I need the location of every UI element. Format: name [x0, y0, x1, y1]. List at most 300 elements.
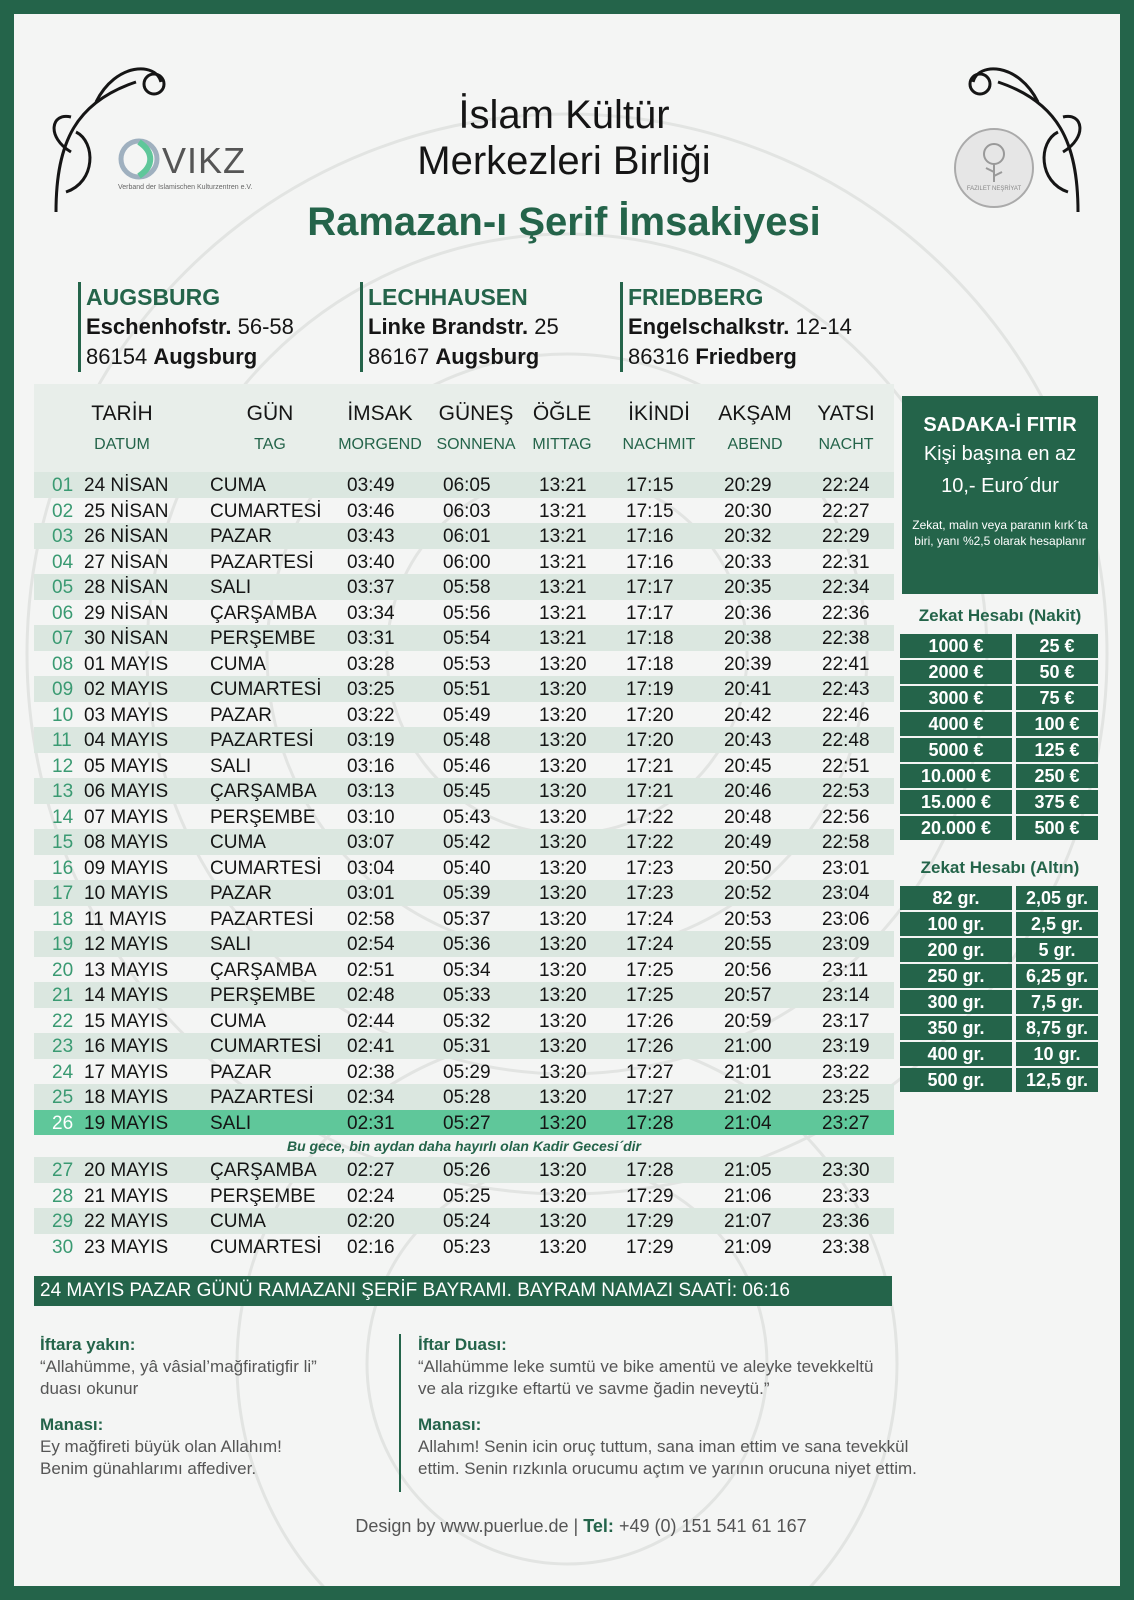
zekat-nakit-table — [900, 634, 1100, 844]
kadir-gecesi-note: Bu gece, bin aydan daha hayırlı olan Kadir Gecesi´dir — [287, 1138, 641, 1154]
row-aksam: 21:01 — [724, 1061, 772, 1083]
zekat-amount: 200 gr. — [900, 938, 1012, 962]
row-gunes: 05:56 — [443, 602, 491, 624]
seal-text: FAZILET NEŞRİYAT — [966, 186, 1022, 192]
row-gunes: 05:39 — [443, 883, 491, 904]
row-aksam: 20:39 — [724, 653, 772, 675]
row-yatsi: 22:38 — [822, 628, 870, 649]
row-number: 21 — [52, 985, 74, 1006]
table-row — [34, 472, 894, 498]
meaning-text-line: Ey mağfireti büyük olan Allahım! — [40, 1437, 282, 1456]
zekat-row — [900, 1068, 1100, 1092]
row-yatsi: 22:43 — [822, 679, 870, 700]
row-aksam: 20:53 — [724, 908, 772, 930]
row-day: CUMARTESİ — [210, 679, 322, 700]
row-gunes: 05:28 — [443, 1087, 491, 1108]
column-header-tr: İKİNDİ — [628, 402, 690, 425]
zekat-row — [900, 634, 1100, 658]
column-header-de: ABEND — [727, 436, 783, 453]
dua-label: İftar Duası: — [418, 1335, 507, 1354]
prayer-times-table — [34, 384, 894, 1259]
row-gunes: 05:36 — [443, 934, 491, 955]
zekat-value: 2,05 gr. — [1016, 886, 1098, 910]
row-date: 23 MAYIS — [84, 1236, 169, 1258]
address-street: Linke Brandstr. — [368, 314, 529, 339]
row-ikindi: 17:21 — [626, 755, 674, 777]
row-gunes: 05:34 — [443, 959, 491, 981]
zekat-value: 2,5 gr. — [1016, 912, 1098, 936]
row-aksam: 20:46 — [724, 781, 772, 802]
row-day: PAZARTESİ — [210, 908, 314, 930]
row-gunes: 05:37 — [443, 908, 491, 930]
row-ogle: 13:20 — [539, 1112, 587, 1134]
vikz-logo-mark — [114, 134, 164, 184]
row-ogle: 13:20 — [539, 985, 587, 1006]
row-gunes: 05:26 — [443, 1160, 491, 1181]
row-yatsi: 23:01 — [822, 857, 870, 879]
column-header — [522, 384, 602, 454]
row-gunes: 05:46 — [443, 755, 491, 777]
column-header — [614, 384, 704, 454]
address-town: Friedberg — [695, 344, 797, 369]
row-yatsi: 23:25 — [822, 1087, 870, 1108]
table-row — [34, 1183, 894, 1209]
row-aksam: 21:07 — [724, 1211, 772, 1232]
table-row — [34, 574, 894, 600]
row-gunes: 05:23 — [443, 1236, 491, 1258]
column-header — [710, 384, 800, 454]
address-street: Engelschalkstr. — [628, 314, 790, 339]
row-ogle: 13:20 — [539, 781, 587, 802]
row-ogle: 13:21 — [539, 628, 587, 649]
table-row — [34, 727, 894, 753]
zekat-value: 12,5 gr. — [1016, 1068, 1098, 1092]
row-imsak: 03:31 — [347, 628, 395, 649]
zekat-amount: 82 gr. — [900, 886, 1012, 910]
zekat-row — [900, 1016, 1100, 1040]
row-imsak: 02:27 — [347, 1160, 395, 1181]
row-date: 22 MAYIS — [84, 1211, 169, 1232]
row-gunes: 05:29 — [443, 1061, 491, 1083]
logo-subtitle: Verband der Islamischen Kulturzentren e.V. — [118, 184, 253, 191]
row-day: PAZARTESİ — [210, 551, 314, 573]
zekat-value: 6,25 gr. — [1016, 964, 1098, 988]
row-ogle: 13:20 — [539, 1236, 587, 1258]
row-imsak: 02:58 — [347, 908, 395, 930]
sadaka-title: SADAKA-İ FITIR — [923, 414, 1077, 436]
row-date: 30 NİSAN — [84, 628, 169, 649]
meaning-text-line: Allahım! Senin icin oruç tuttum, sana iman ettim ve sana tevekkül — [418, 1437, 909, 1456]
row-aksam: 20:32 — [724, 526, 772, 547]
zekat-value: 250 € — [1016, 764, 1098, 788]
row-day: CUMARTESİ — [210, 857, 322, 879]
row-imsak: 02:38 — [347, 1061, 395, 1083]
row-date: 05 MAYIS — [84, 755, 169, 777]
row-number: 26 — [52, 1112, 74, 1134]
row-imsak: 03:40 — [347, 551, 395, 573]
address-street: Eschenhofstr. — [86, 314, 232, 339]
row-date: 17 MAYIS — [84, 1061, 169, 1083]
row-aksam: 20:55 — [724, 934, 772, 955]
row-gunes: 05:24 — [443, 1211, 491, 1232]
row-imsak: 02:44 — [347, 1010, 395, 1032]
row-day: PERŞEMBE — [210, 985, 316, 1006]
row-day: SALI — [210, 934, 252, 955]
sadaka-box — [902, 396, 1098, 594]
row-ikindi: 17:23 — [626, 883, 674, 904]
row-date: 27 NİSAN — [84, 551, 169, 573]
footer-tel-label: Tel: — [583, 1516, 614, 1536]
row-number: 12 — [52, 755, 74, 777]
row-number: 25 — [52, 1087, 74, 1108]
footer-website-link[interactable]: www.puerlue.de — [440, 1516, 569, 1536]
table-row — [34, 1084, 894, 1110]
row-ikindi: 17:18 — [626, 653, 674, 675]
dua-text-line: ve ala rizgıke eftartü ve savme ğadin neveytü.” — [418, 1379, 770, 1398]
row-gunes: 06:01 — [443, 526, 491, 547]
row-date: 28 NİSAN — [84, 577, 169, 598]
row-ogle: 13:21 — [539, 551, 587, 573]
row-ikindi: 17:25 — [626, 959, 674, 981]
row-aksam: 20:35 — [724, 577, 772, 598]
zekat-amount: 300 gr. — [900, 990, 1012, 1014]
row-ogle: 13:21 — [539, 602, 587, 624]
row-ogle: 13:20 — [539, 1185, 587, 1207]
row-gunes: 05:58 — [443, 577, 491, 598]
rose-seal — [954, 128, 1034, 208]
row-date: 08 MAYIS — [84, 832, 169, 853]
page-subtitle: Ramazan-ı Şerif İmsakiyesi — [307, 200, 821, 244]
row-yatsi: 23:33 — [822, 1185, 870, 1207]
row-ikindi: 17:17 — [626, 577, 674, 598]
row-day: PAZAR — [210, 1061, 272, 1083]
address-lechhausen — [360, 282, 628, 372]
column-header-tr: AKŞAM — [718, 402, 792, 425]
table-row — [34, 1008, 894, 1034]
row-aksam: 20:38 — [724, 628, 772, 649]
row-imsak: 02:48 — [347, 985, 395, 1006]
row-date: 16 MAYIS — [84, 1036, 169, 1057]
column-header-tr: ÖĞLE — [532, 402, 592, 425]
row-gunes: 05:53 — [443, 653, 491, 675]
row-aksam: 21:04 — [724, 1112, 772, 1134]
row-date: 13 MAYIS — [84, 959, 169, 981]
zekat-value: 10 gr. — [1016, 1042, 1098, 1066]
zekat-amount: 400 gr. — [900, 1042, 1012, 1066]
row-aksam: 20:49 — [724, 832, 772, 853]
column-header — [426, 384, 526, 454]
row-imsak: 03:28 — [347, 653, 395, 675]
dua-text-line: “Allahümme leke sumtü ve bike amentü ve aleyke tevekkeltü — [418, 1357, 874, 1376]
table-row — [34, 778, 894, 804]
row-gunes: 05:54 — [443, 628, 491, 649]
zekat-amount: 5000 € — [900, 738, 1012, 762]
row-gunes: 05:40 — [443, 857, 491, 879]
row-number: 06 — [52, 602, 74, 624]
row-ogle: 13:20 — [539, 832, 587, 853]
row-ogle: 13:20 — [539, 1160, 587, 1181]
row-day: PERŞEMBE — [210, 628, 316, 649]
zekat-row — [900, 660, 1100, 684]
row-day: PERŞEMBE — [210, 806, 316, 828]
row-imsak: 03:19 — [347, 730, 395, 751]
row-ikindi: 17:29 — [626, 1236, 674, 1258]
row-gunes: 06:05 — [443, 475, 491, 496]
row-gunes: 05:33 — [443, 985, 491, 1006]
row-yatsi: 23:36 — [822, 1211, 870, 1232]
row-ikindi: 17:15 — [626, 500, 674, 522]
column-header — [330, 384, 430, 454]
row-yatsi: 23:22 — [822, 1061, 870, 1083]
column-header-de: NACHT — [818, 436, 874, 453]
row-yatsi: 22:31 — [822, 551, 870, 573]
row-day: CUMA — [210, 1211, 266, 1232]
row-gunes: 05:25 — [443, 1185, 491, 1207]
row-gunes: 05:42 — [443, 832, 491, 853]
row-gunes: 05:31 — [443, 1036, 491, 1057]
meaning-text-line: ettim. Senin rızkınla orucumu açtım ve yarının orucuna niyet ettim. — [418, 1459, 917, 1478]
row-date: 29 NİSAN — [84, 602, 169, 624]
row-aksam: 20:29 — [724, 475, 772, 496]
zekat-nakit-title: Zekat Hesabı (Nakit) — [918, 606, 1082, 625]
zekat-row — [900, 790, 1100, 814]
table-row — [34, 1059, 894, 1085]
zekat-amount: 100 gr. — [900, 912, 1012, 936]
zekat-amount: 350 gr. — [900, 1016, 1012, 1040]
table-row — [34, 523, 894, 549]
column-header-tr: GÜNEŞ — [438, 402, 514, 425]
table-row — [34, 1110, 894, 1136]
column-header-de: SONNENA — [436, 436, 516, 453]
zekat-value: 7,5 gr. — [1016, 990, 1098, 1014]
dua-text-line: “Allahümme, yâ vâsial’mağfiratigfir li” — [40, 1357, 317, 1376]
address-city: FRIEDBERG — [628, 284, 764, 310]
row-yatsi: 22:51 — [822, 755, 870, 777]
row-ogle: 13:20 — [539, 883, 587, 904]
row-number: 16 — [52, 857, 74, 879]
logo-text: VIKZ — [162, 140, 247, 181]
row-imsak: 02:51 — [347, 959, 395, 981]
table-row — [34, 804, 894, 830]
row-imsak: 03:34 — [347, 602, 395, 624]
row-yatsi: 23:30 — [822, 1160, 870, 1181]
row-ikindi: 17:15 — [626, 475, 674, 496]
row-ogle: 13:20 — [539, 1061, 587, 1083]
row-imsak: 03:37 — [347, 577, 395, 598]
row-gunes: 05:49 — [443, 704, 491, 726]
address-zip: 86154 — [86, 344, 148, 369]
row-aksam: 21:00 — [724, 1036, 772, 1057]
row-yatsi: 22:48 — [822, 730, 870, 751]
row-imsak: 02:16 — [347, 1236, 395, 1258]
address-zip: 86167 — [368, 344, 430, 369]
footer-design-label: Design by — [355, 1516, 436, 1536]
row-imsak: 02:31 — [347, 1112, 395, 1134]
row-ikindi: 17:20 — [626, 730, 674, 751]
row-ogle: 13:21 — [539, 500, 587, 522]
sadaka-line-1: Kişi başına en az — [923, 443, 1077, 465]
row-aksam: 21:09 — [724, 1236, 772, 1258]
table-row — [34, 625, 894, 651]
row-imsak: 03:22 — [347, 704, 395, 726]
row-number: 13 — [52, 781, 74, 802]
zekat-altin-table — [900, 886, 1100, 1096]
row-imsak: 03:49 — [347, 475, 395, 496]
vikz-logo — [114, 124, 274, 204]
row-gunes: 05:51 — [443, 679, 491, 700]
column-header — [220, 384, 320, 454]
zekat-row — [900, 912, 1100, 936]
row-date: 04 MAYIS — [84, 730, 169, 751]
row-yatsi: 22:34 — [822, 577, 870, 598]
address-number: 12-14 — [795, 314, 852, 339]
table-row — [34, 1234, 894, 1260]
row-yatsi: 22:27 — [822, 500, 870, 522]
zekat-amount: 2000 € — [900, 660, 1012, 684]
row-ogle: 13:20 — [539, 679, 587, 700]
row-yatsi: 23:27 — [822, 1112, 870, 1134]
column-header — [72, 384, 172, 454]
row-number: 04 — [52, 551, 74, 573]
row-number: 17 — [52, 883, 74, 904]
row-date: 12 MAYIS — [84, 934, 169, 955]
row-yatsi: 23:19 — [822, 1036, 870, 1057]
zekat-amount: 500 gr. — [900, 1068, 1012, 1092]
row-ogle: 13:20 — [539, 1036, 587, 1057]
row-number: 28 — [52, 1185, 74, 1207]
row-ogle: 13:20 — [539, 934, 587, 955]
row-yatsi: 22:53 — [822, 781, 870, 802]
table-row — [34, 753, 894, 779]
zekat-value: 100 € — [1016, 712, 1098, 736]
dua-text-line: duası okunur — [40, 1379, 139, 1398]
column-header-de: TAG — [254, 436, 286, 453]
row-aksam: 20:43 — [724, 730, 772, 751]
row-day: PAZAR — [210, 526, 272, 547]
table-header — [34, 384, 894, 472]
row-number: 23 — [52, 1036, 74, 1057]
iftara-yakin-section — [40, 1334, 390, 1480]
row-yatsi: 22:24 — [822, 475, 870, 496]
zekat-row — [900, 990, 1100, 1014]
row-ikindi: 17:16 — [626, 551, 674, 573]
table-row — [34, 498, 894, 524]
address-town: Augsburg — [435, 344, 540, 369]
table-row — [34, 600, 894, 626]
address-number: 56-58 — [237, 314, 294, 339]
row-aksam: 20:30 — [724, 500, 772, 522]
row-gunes: 05:43 — [443, 806, 491, 828]
row-number: 03 — [52, 526, 74, 547]
table-row — [34, 1033, 894, 1059]
zekat-row — [900, 738, 1100, 762]
row-ogle: 13:20 — [539, 908, 587, 930]
zekat-row — [900, 964, 1100, 988]
row-ogle: 13:20 — [539, 959, 587, 981]
row-ikindi: 17:27 — [626, 1061, 674, 1083]
row-aksam: 20:59 — [724, 1010, 772, 1032]
zekat-amount: 3000 € — [900, 686, 1012, 710]
zekat-row — [900, 938, 1100, 962]
row-ogle: 13:20 — [539, 704, 587, 726]
row-date: 26 NİSAN — [84, 526, 169, 547]
column-header-tr: TARİH — [91, 402, 153, 425]
row-imsak: 03:43 — [347, 526, 395, 547]
row-aksam: 21:02 — [724, 1087, 772, 1108]
row-gunes: 06:03 — [443, 500, 491, 522]
row-date: 18 MAYIS — [84, 1087, 169, 1108]
row-ikindi: 17:16 — [626, 526, 674, 547]
row-day: CUMARTESİ — [210, 1036, 322, 1057]
address-friedberg — [620, 282, 888, 372]
zekat-amount: 250 gr. — [900, 964, 1012, 988]
row-yatsi: 22:46 — [822, 704, 870, 726]
table-row — [34, 982, 894, 1008]
row-imsak: 03:25 — [347, 679, 395, 700]
table-row — [34, 906, 894, 932]
table-row — [34, 676, 894, 702]
row-day: ÇARŞAMBA — [210, 602, 317, 624]
row-day: SALI — [210, 577, 252, 598]
row-ogle: 13:21 — [539, 475, 587, 496]
row-aksam: 20:56 — [724, 959, 772, 981]
footer-separator: | — [573, 1516, 579, 1536]
row-number: 09 — [52, 679, 74, 700]
row-day: ÇARŞAMBA — [210, 781, 317, 802]
row-gunes: 06:00 — [443, 551, 491, 573]
zekat-row — [900, 886, 1100, 910]
row-number: 01 — [52, 475, 74, 496]
row-gunes: 05:45 — [443, 781, 491, 802]
title-line-1: İslam Kültür — [458, 93, 670, 137]
row-number: 08 — [52, 653, 74, 675]
row-day: PERŞEMBE — [210, 1185, 316, 1207]
row-ikindi: 17:25 — [626, 985, 674, 1006]
row-ikindi: 17:23 — [626, 857, 674, 879]
row-gunes: 05:48 — [443, 730, 491, 751]
row-day: ÇARŞAMBA — [210, 959, 317, 981]
row-yatsi: 23:04 — [822, 883, 870, 904]
row-date: 19 MAYIS — [84, 1112, 169, 1134]
row-ikindi: 17:28 — [626, 1160, 674, 1181]
row-ikindi: 17:20 — [626, 704, 674, 726]
row-imsak: 03:13 — [347, 781, 395, 802]
row-date: 02 MAYIS — [84, 679, 169, 700]
zekat-row — [900, 764, 1100, 788]
row-day: CUMARTESİ — [210, 500, 322, 522]
row-yatsi: 23:09 — [822, 934, 870, 955]
row-number: 27 — [52, 1160, 74, 1181]
row-date: 15 MAYIS — [84, 1010, 169, 1032]
table-body — [34, 472, 894, 1259]
row-day: CUMA — [210, 832, 266, 853]
row-yatsi: 23:17 — [822, 1010, 870, 1032]
row-aksam: 21:05 — [724, 1160, 772, 1181]
row-aksam: 20:45 — [724, 755, 772, 777]
row-yatsi: 23:38 — [822, 1236, 870, 1258]
row-ogle: 13:20 — [539, 1010, 587, 1032]
row-number: 15 — [52, 832, 74, 853]
zekat-value: 25 € — [1016, 634, 1098, 658]
row-aksam: 21:06 — [724, 1185, 772, 1207]
row-day: SALI — [210, 755, 252, 777]
row-day: SALI — [210, 1112, 252, 1134]
title-line-2: Merkezleri Birliği — [417, 139, 711, 183]
row-ogle: 13:20 — [539, 857, 587, 879]
row-number: 19 — [52, 934, 74, 955]
row-ikindi: 17:29 — [626, 1211, 674, 1232]
row-ogle: 13:20 — [539, 653, 587, 675]
